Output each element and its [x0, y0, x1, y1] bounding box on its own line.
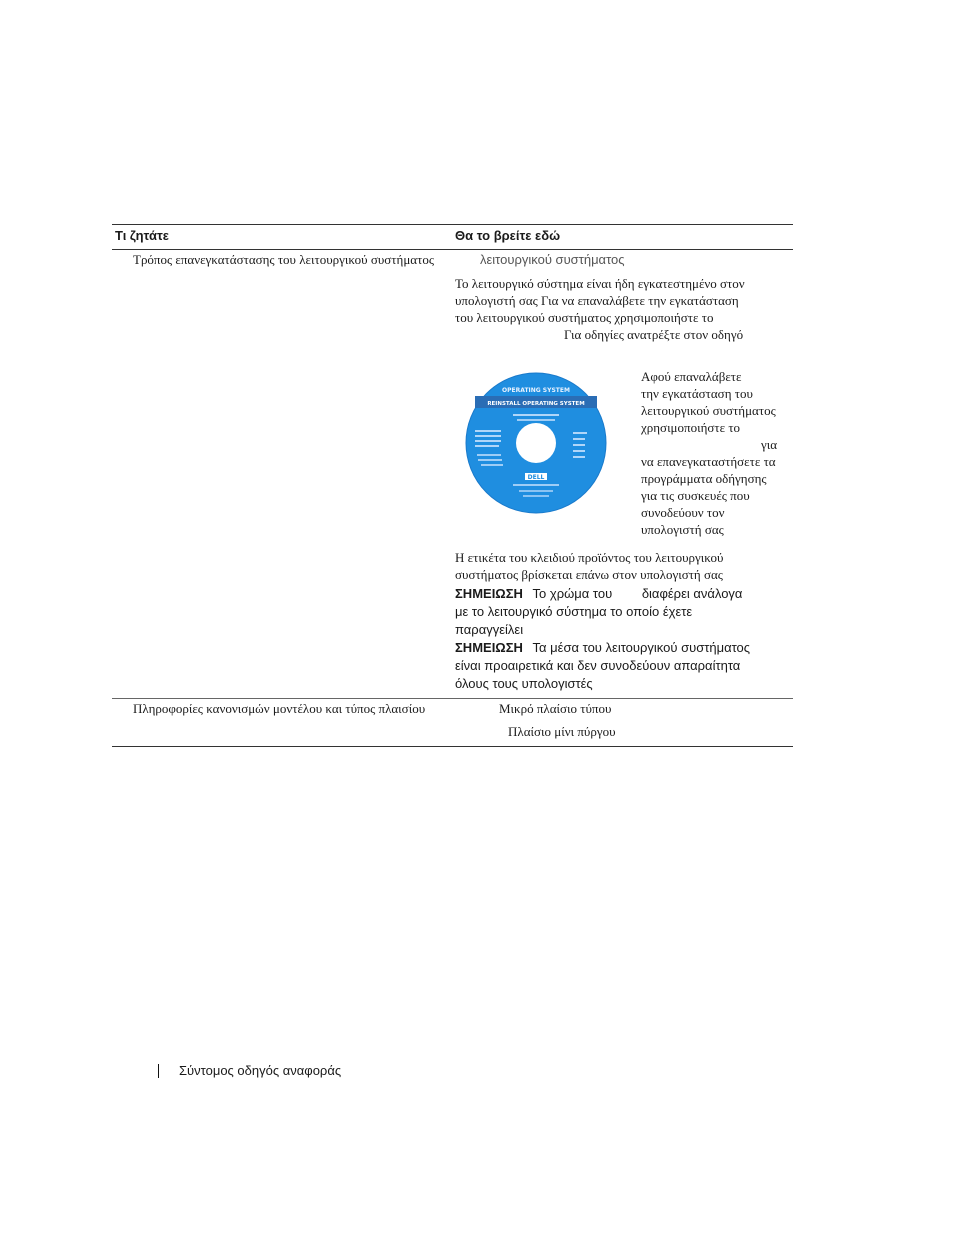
- row-divider-rule: [112, 698, 793, 699]
- intro-paragraph: Το λειτουργικό σύστημα είναι ήδη εγκατεστημένο στον υπολογιστή σας Για να επαναλάβετε την εγκατάσταση του λειτουργικού συστήματος χρησιμοποιήστε το Για οδηγίες ανατρέξτε στον οδηγό: [455, 276, 745, 342]
- chassis-type-mini-tower: Πλαίσιο μίνι πύργου: [508, 724, 616, 739]
- svg-text:DELL: DELL: [527, 474, 545, 481]
- product-key-paragraph: Η ετικέτα του κλειδιού προϊόντος του λειτουργικού συστήματος βρίσκεται επάνω στον υπολογιστή σας: [455, 550, 724, 582]
- row-label-regulatory-model: Πληροφορίες κανονισμών μοντέλου και τύπος πλαισίου: [133, 701, 426, 716]
- note-label: ΣΗΜΕΙΩΣΗ: [455, 586, 523, 601]
- section-title-operating-system: λειτουργικού συστήματος: [480, 252, 625, 267]
- svg-text:REINSTALL OPERATING SYSTEM: REINSTALL OPERATING SYSTEM: [487, 401, 585, 407]
- operating-system-cd-image: [465, 372, 607, 514]
- note-label: ΣΗΜΕΙΩΣΗ: [455, 640, 523, 655]
- row-label-reinstall-os: Τρόπος επανεγκατάστασης του λειτουργικού συστήματος: [133, 252, 434, 267]
- column-header-what: Τι ζητάτε: [115, 228, 169, 243]
- svg-text:OPERATING SYSTEM: OPERATING SYSTEM: [502, 387, 570, 394]
- column-header-where: Θα το βρείτε εδώ: [455, 228, 561, 243]
- footer-guide-title: Σύντομος οδηγός αναφοράς: [179, 1063, 342, 1078]
- header-bottom-rule: [112, 249, 793, 250]
- note-optional-media: ΣΗΜΕΙΩΣΗ Τα μέσα του λειτουργικού συστήματος είναι προαιρετικά και δεν συνοδεύουν απαραίτητα όλους τους υπολογιστές: [455, 640, 751, 691]
- table-bottom-rule: [112, 746, 793, 747]
- table-top-rule: [112, 224, 793, 225]
- footer-separator: [158, 1064, 159, 1078]
- chassis-type-small-form: Μικρό πλαίσιο τύπου: [499, 701, 612, 716]
- note-cd-color: ΣΗΜΕΙΩΣΗ Το χρώμα του διαφέρει ανάλογα με το λειτουργικό σύστημα το οποίο έχετε παραγγείλει: [455, 586, 743, 637]
- cd-usage-paragraph: Αφού επαναλάβετε την εγκατάσταση του λειτουργικού συστήματος χρησιμοποιήστε το για να επανεγκαταστήσετε τα προγράμματα οδήγησης για τις συσκευές που συνοδεύουν τον υπολογιστή σας: [641, 369, 778, 537]
